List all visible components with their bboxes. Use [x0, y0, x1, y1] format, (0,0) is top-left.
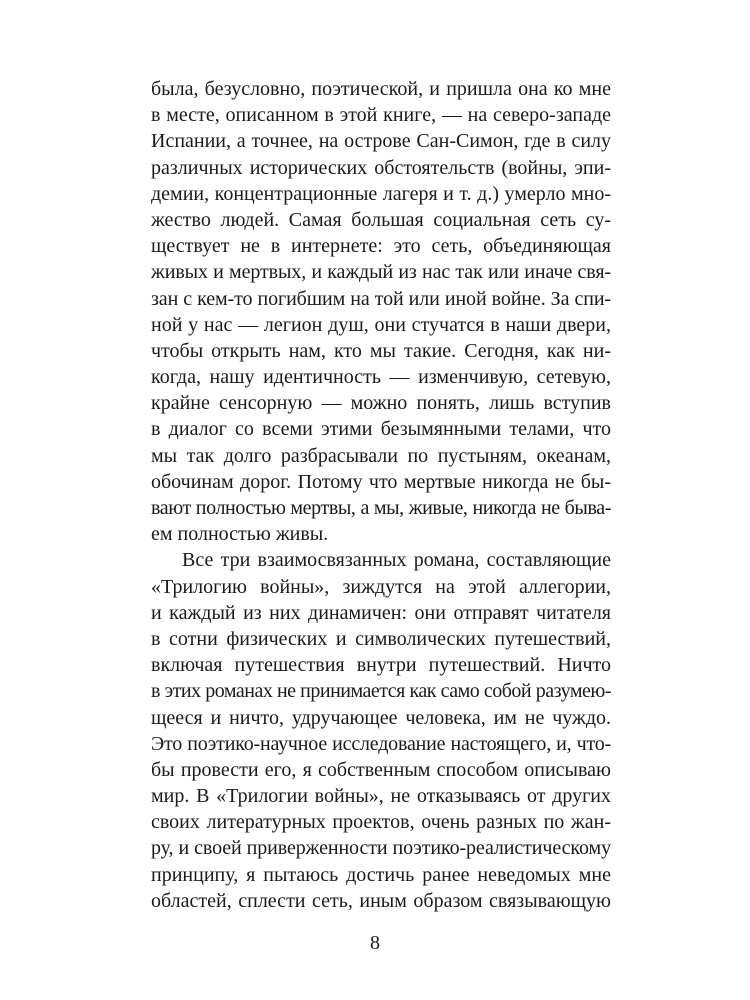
- text-line: в месте, описанном в этой книге, — на северо-западе: [151, 104, 611, 127]
- text-line: чтобы открыть нам, кто мы такие. Сегодня, как ни-: [151, 339, 611, 362]
- text-line: ной у нас — легион душ, они стучатся в наши двери,: [151, 313, 611, 336]
- text-line: мы так долго разбрасывали по пустыням, океанам,: [151, 444, 611, 467]
- text-line: бы провести его, я собственным способом описываю: [151, 758, 611, 781]
- text-line: «Трилогию войны», зиждутся на этой аллегории,: [151, 575, 611, 598]
- text-line: своих литературных проектов, очень разных по жан-: [151, 811, 611, 834]
- text-line: ем полностью живы.: [151, 523, 329, 546]
- text-line: крайне сенсорную — можно понять, лишь вступив: [151, 392, 611, 415]
- text-line: в диалог со всеми этими безымянными телами, что: [151, 418, 611, 441]
- text-line: демии, концентрационные лагеря и т. д.) умерло мно-: [151, 182, 611, 205]
- page-body-text: [151, 76, 611, 914]
- text-line: была, безусловно, поэтической, и пришла она ко мне: [151, 78, 611, 100]
- page-number: 8: [370, 932, 380, 954]
- text-line: в сотни физических и символических путешествий,: [151, 627, 611, 650]
- text-line: вают полностью мертвы, а мы, живые, никогда не быва-: [151, 497, 611, 519]
- text-line: Это поэтико-научное исследование настоящего, и, что-: [151, 732, 611, 755]
- text-line: жество людей. Самая большая социальная сеть су-: [151, 208, 611, 231]
- paragraph-1: [151, 76, 611, 547]
- text-line: ру, и своей приверженности поэтико-реалистическому: [151, 837, 611, 860]
- text-line: включая путешествия внутри путешествий. Ничто: [151, 654, 611, 677]
- text-line: принципу, я пытаюсь достичь ранее неведомых мне: [151, 863, 611, 886]
- text-line: Все три взаимосвязанных романа, составляющие: [182, 549, 611, 572]
- text-line: когда, нашу идентичность — изменчивую, сетевую,: [151, 366, 611, 389]
- text-line: и каждый из них динамичен: они отправят читателя: [151, 601, 611, 624]
- text-line: обочинам дорог. Потому что мертвые никогда не бы-: [151, 470, 611, 493]
- text-line: зан с кем-то погибшим на той или иной войне. За спи-: [151, 287, 611, 310]
- text-line: Испании, а точнее, на острове Сан-Симон, где в силу: [151, 130, 611, 153]
- text-line: в этих романах не принимается как само собой разумею-: [151, 680, 611, 703]
- text-line: областей, сплести сеть, иным образом связывающую: [151, 889, 611, 912]
- text-line: живых и мертвых, и каждый из нас так или иначе свя-: [151, 261, 611, 284]
- text-line: ществует не в интернете: это сеть, объединяющая: [151, 235, 611, 258]
- text-line: мир. В «Трилогии войны», не отказываясь от других: [151, 785, 611, 808]
- text-line: щееся и ничто, удручающее человека, им не чуждо.: [151, 706, 611, 729]
- paragraph-2: [151, 547, 611, 914]
- text-line: различных исторических обстоятельств (войны, эпи-: [151, 156, 611, 179]
